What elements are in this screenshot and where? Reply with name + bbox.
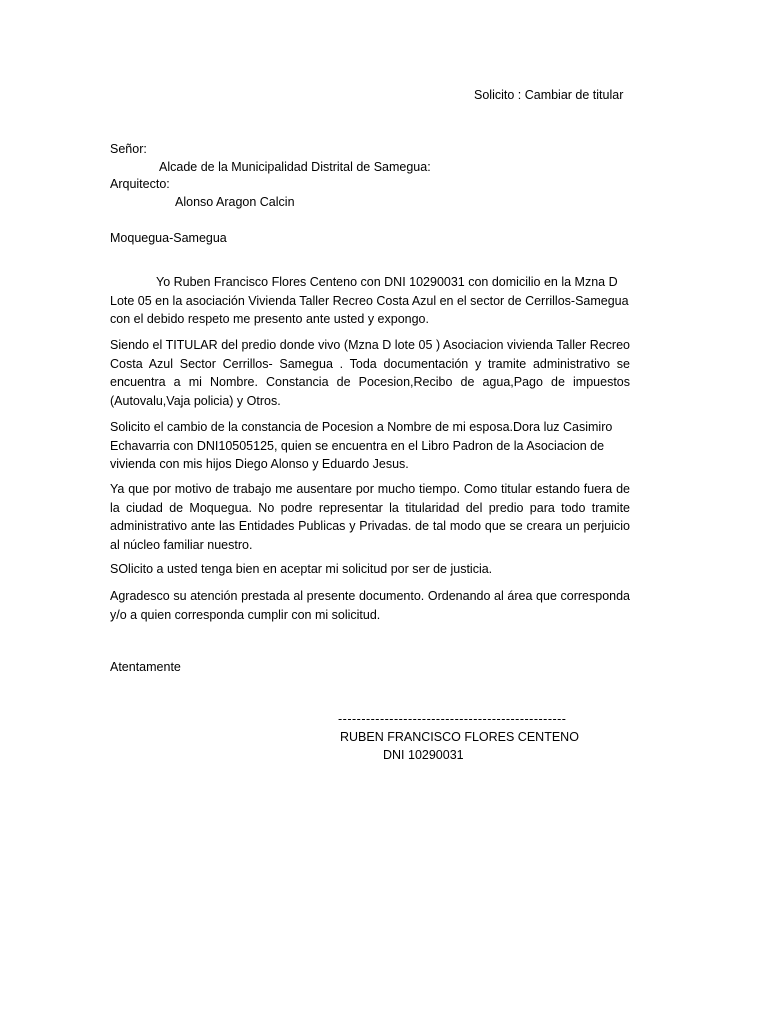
paragraph-request: Solicito el cambio de la constancia de Pocesion a Nombre de mi esposa.Dora luz Casimiro Echavarria con DNI10505125, quien se encuentra en el Libro Padron de la Asociacion de vivienda con mis hijos Diego Alonso y Eduardo Jesus. [110, 420, 613, 471]
paragraph-plea: SOlicito a usted tenga bien en aceptar mi solicitud por ser de justicia. [110, 562, 493, 576]
closing: Atentamente [110, 660, 181, 674]
addressee-office: Alcade de la Municipalidad Distrital de Samegua: [159, 160, 431, 174]
signatory-dni: DNI 10290031 [383, 748, 464, 762]
signature-line: ------------------------------------------------- [338, 712, 567, 726]
salutation: Señor: [110, 142, 147, 156]
location: Moquegua-Samegua [110, 231, 227, 245]
subject-line: Solicito : Cambiar de titular [474, 88, 624, 102]
addressee-name: Alonso Aragon Calcin [175, 195, 295, 209]
paragraph-introduction: Yo Ruben Francisco Flores Centeno con DNI 10290031 con domicilio en la Mzna D Lote 05 en la asociación Vivienda Taller Recreo Costa Azul en el sector de Cerrillos-Samegua con el debido respeto me presento ante usted y expongo. [110, 275, 629, 326]
paragraph-thanks: Agradesco su atención prestada al presente documento. Ordenando al área que corresponda y/o a quien corresponda cumplir con mi solicitud. [110, 589, 630, 622]
addressee-title: Arquitecto: [110, 177, 170, 191]
paragraph-ownership: Siendo el TITULAR del predio donde vivo (Mzna D lote 05 ) Asociacion vivienda Taller Recreo Costa Azul Sector Cerrillos- Samegua . Toda documentación y tramite administrativo se encuentra a mi Nombre. Constancia de Pocesion,Recibo de agua,Pago de impuestos (Autovalu,Vaja policia) y Otros. [110, 338, 630, 408]
signatory-name: RUBEN FRANCISCO FLORES CENTENO [340, 730, 579, 744]
paragraph-reason: Ya que por motivo de trabajo me ausentare por mucho tiempo. Como titular estando fuera de la ciudad de Moquegua. No podre representar la titularidad del predio para todo tramite administrativo ante las Entidades Publicas y Privadas. de tal modo que se creara un perjuicio al núcleo familiar nuestro. [110, 482, 630, 552]
